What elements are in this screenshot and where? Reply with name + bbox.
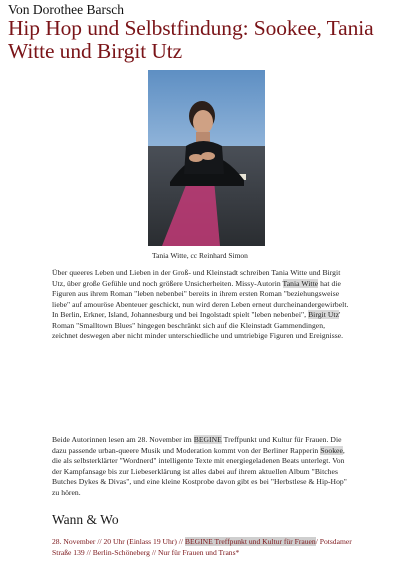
paragraph-text: Beide Autorinnen lesen am 28. November im — [52, 435, 194, 444]
image-caption: Tania Witte, cc Reinhard Simon — [152, 251, 248, 260]
author-name-highlight[interactable]: Birgit Utz — [308, 310, 340, 319]
section-heading-when-where: Wann & Wo — [52, 512, 119, 527]
venue-link[interactable]: BEGINE Treffpunkt und Kultur für Frauen — [184, 537, 316, 546]
author-photo — [148, 70, 265, 246]
event-address: / Potsdamer Straße 139 // Berlin-Schöneberg // Nur für Frauen und Trans* — [52, 537, 352, 557]
venue-name-highlight[interactable]: BEGINE — [193, 435, 222, 444]
event-details — [52, 537, 352, 558]
paragraph-text: Treffpunkt und Kultur für Frauen. Die dazu passende urban-queere Musik und Moderation kommt von der Berliner Rapperin — [52, 435, 342, 455]
author-name-highlight[interactable]: Tania Witte — [282, 278, 319, 288]
article-title: Hip Hop und Selbstfindung: Sookee, Tania Witte und Birgit Utz — [8, 16, 374, 63]
paragraph-text: Über queeres Leben und Lieben in der Groß- und Kleinstadt schreiben Tania Witte und Birgit Utz, über große Gefühle und noch größere Unsicherheiten. Missy-Autorin — [52, 268, 341, 288]
body-paragraph-1 — [52, 268, 352, 342]
paragraph-text: , die als selbsterklärter "Wordnerd" intelligente Texte mit energiegeladenen Beats unterlegt. Von der Kampfansage bis zur Liebeserklärung ist alles dabei auf ihrem aktuellen Album "Bitches Butches Dykes & Divas", und eine kleine Kostprobe davon gibt es bei "Herbstlese & Hip-Hop" zu hören. — [52, 445, 347, 497]
event-date-time: 28. November // 20 Uhr (Einlass 19 Uhr) // — [52, 537, 185, 546]
paragraph-text: hat die Figuren aus ihrem Roman "leben nebenbei" bereits in ihrem ersten Roman "beziehungsweise liebe" auf amouröse Abenteuer geschickt, nun wird deren Leben erneut durcheinandergewirbelt. In Berlin, Erkner, Island, Johannesburg und bei Ingolstadt spielt "leben nebenbei", — [52, 278, 349, 319]
body-paragraph-2 — [52, 435, 352, 498]
paragraph-text: ' Roman "Smalltown Blues" hingegen beschränkt sich auf die Kleinstadt Gammendingen, zeichnet deswegen aber nicht minder unterschiedliche und umtriebige Figuren und Ereignisse. — [52, 310, 344, 340]
byline: Von Dorothee Barsch — [8, 2, 124, 17]
artist-name-highlight[interactable]: Sookee — [320, 445, 343, 455]
